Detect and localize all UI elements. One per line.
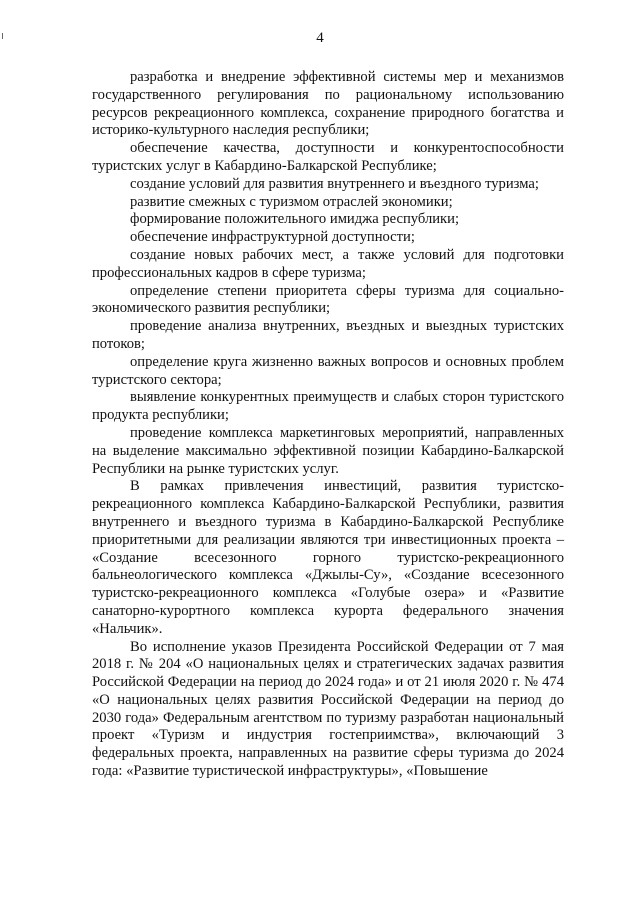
paragraph-issues: определение круга жизненно важных вопросов и основных проблем туристского сектора; [92, 353, 564, 388]
paragraph-advantages: выявление конкурентных преимуществ и слабых сторон туристского продукта республики; [92, 389, 564, 424]
paragraph-regulation: разработка и внедрение эффективной системы мер и механизмов государственного регулирования по рациональному использованию ресурсов рекреационного комплекса, сохранение природного богатства и историко-культурного наследия республики; [92, 69, 564, 139]
paragraph-image: формирование положительного имиджа республики; [130, 211, 460, 228]
paragraph-priority: определение степени приоритета сферы туризма для социально-экономического развития республики; [92, 282, 564, 317]
paragraph-analysis: проведение анализа внутренних, въездных и выездных туристских потоков; [92, 318, 564, 352]
paragraph-investment: В рамках привлечения инвестиций, развития туристско-рекреационного комплекса Кабардино-Балкарской Республики, развития внутреннего и въездного туризма в Кабардино-Балкарской Республике приоритетными для реализации являются три инвестиционных проекта – «Создание всесезонного горного туристско-рекреационного бальнеологического комплекса «Джылы-Су», «Создание всесезонного туристско-рекреационного комплекса «Голубые озера» и «Развитие санаторно-курортного комплекса курорта федерального значения «Нальчик». [92, 478, 564, 637]
paragraph-jobs: создание новых рабочих мест, а также условий для подготовки профессиональных кадров в сфере туризма; [92, 246, 564, 281]
document-body [92, 69, 564, 781]
paragraph-conditions: создание условий для развития внутреннего и въездного туризма; [130, 175, 539, 192]
page-number: 4 [316, 30, 324, 46]
paragraph-infrastructure: обеспечение инфраструктурной доступности; [130, 229, 415, 246]
paragraph-marketing: проведение комплекса маркетинговых мероприятий, направленных на выделение максимально эффективной позиции Кабардино-Балкарской Республики на рынке туристских услуг. [92, 424, 564, 477]
paragraph-related-sectors: развитие смежных с туризмом отраслей экономики; [130, 193, 453, 210]
paragraph-quality: обеспечение качества, доступности и конкурентоспособности туристских услуг в Кабардино-Балкарской Республике; [92, 140, 564, 174]
paragraph-decrees: Во исполнение указов Президента Российской Федерации от 7 мая 2018 г. № 204 «О национальных целях и стратегических задачах развития Российской Федерации на период до 2024 года» и от 21 июля 2020 г. № 474 «О национальных целях развития Российской Федерации на период до 2030 года» Федеральным агентством по туризму разработан национальный проект «Туризм и индустрия гостеприимства», включающий 3 федеральных проекта, направленных на развитие сферы туризма до 2024 года: «Развитие туристической инфраструктуры», «Повышение [92, 638, 564, 780]
